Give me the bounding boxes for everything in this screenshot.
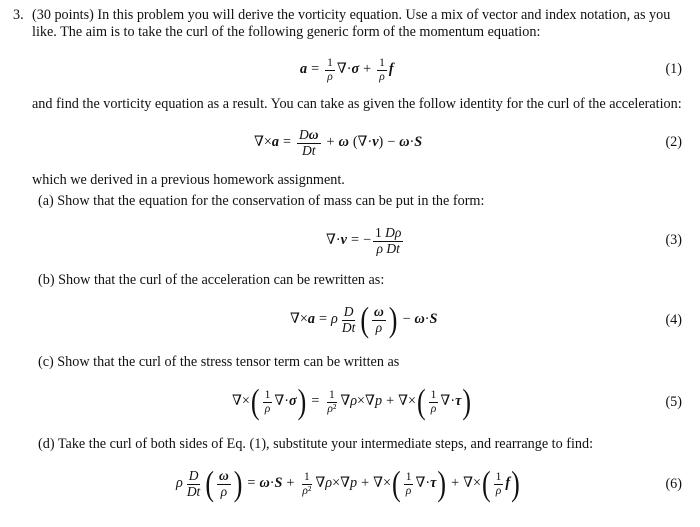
equation-number-3: (3) xyxy=(665,232,682,248)
part-d xyxy=(38,436,593,453)
equation-5 xyxy=(0,380,700,424)
part-b-label: (b) xyxy=(38,272,55,288)
equation-4 xyxy=(0,299,700,341)
after-equation-2: which we derived in a previous homework assignment. xyxy=(32,172,345,188)
part-d-text: Take the curl of both sides of Eq. (1), substitute your intermediate steps, and rearrange to find: xyxy=(57,436,594,452)
equation-6-body: ρ $\frac{D}{Dt}$ ( $\frac{\omega}{\rho}$ ) = ω · S + $\frac{1}{\text{ρ²}}$ ∇ ρ ×∇ p + ∇× ( $\frac{1}{\rho}$ ∇· τ ) + ∇× ( $\frac{1}{\rho}$ f ) xyxy=(176,463,520,503)
part-b-text: Show that the curl of the acceleration can be rewritten as: xyxy=(58,272,385,288)
part-c xyxy=(38,354,399,371)
part-a xyxy=(38,193,484,210)
equation-5-body: ∇× ( $\frac{1}{\rho}$ ∇· σ ) = $\frac{1}{\text{ρ²}}$ ∇ ρ ×∇ p + ∇× ( $\frac{1}{\rho}$ ∇· τ ) xyxy=(232,381,472,421)
part-b xyxy=(38,272,384,289)
equation-3 xyxy=(0,222,700,260)
part-c-label: (c) xyxy=(38,354,54,370)
equation-number-4: (4) xyxy=(665,312,682,328)
equation-2 xyxy=(0,124,700,162)
equation-2-body: ∇× a = $\frac{D\omega}{Dt}$ + ω (∇· v ) − ω · S xyxy=(254,127,423,158)
part-c-text: Show that the curl of the stress tensor term can be written as xyxy=(57,354,400,370)
after-equation-1: and find the vorticity equation as a result. You can take as given the follow identity for the curl of the acceleration: xyxy=(32,96,682,112)
equation-number-1: (1) xyxy=(665,61,682,77)
problem-intro: (30 points) In this problem you will derive the vorticity equation. Use a mix of vector and index notation, as you like. The aim is to take the curl of the following generic form of the momentum equation: xyxy=(32,7,671,41)
equation-number-5: (5) xyxy=(665,394,682,410)
equation-1 xyxy=(0,52,700,88)
equation-6 xyxy=(0,462,700,506)
part-a-label: (a) xyxy=(38,193,54,209)
part-d-label: (d) xyxy=(38,436,55,452)
equation-number-6: (6) xyxy=(665,476,682,492)
problem-number: 3. xyxy=(13,7,24,23)
equation-4-body: ∇× a = ρ $\frac{D}{Dt}$ ( $\frac{\omega}{\rho}$ ) − ω · S xyxy=(290,299,438,339)
equation-3-body: ∇· v = − $\frac{1 D\rho}{\text{ρ Dt}}$ xyxy=(326,225,402,256)
part-a-text: Show that the equation for the conservation of mass can be put in the form: xyxy=(57,193,485,209)
equation-number-2: (2) xyxy=(665,134,682,150)
equation-1-body: a = $\frac{1}{\rho}$ ∇· σ + $\frac{1}{\rho}$ f xyxy=(300,57,394,83)
